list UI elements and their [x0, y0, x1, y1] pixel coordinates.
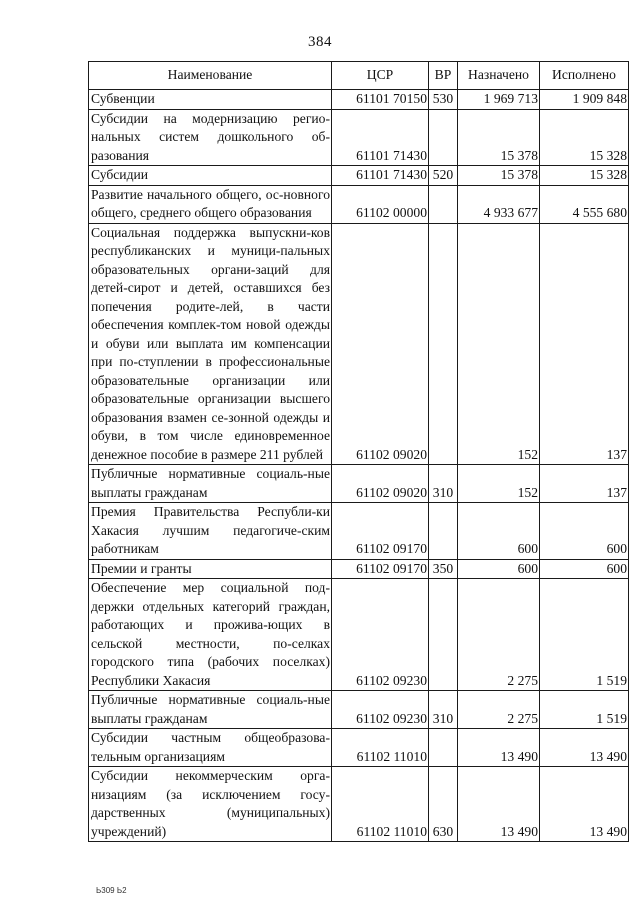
row-planned-cell: 13 490 [458, 767, 540, 842]
row-executed-cell: 600 [540, 559, 629, 579]
row-csr-cell: 61102 09170 [332, 503, 429, 560]
row-vr-cell [429, 579, 458, 691]
row-name-cell: Обеспечение мер социальной под-держки отдельных категорий граждан, работающих и прожива-ющих в сельской местности, по-селках городского типа (рабочих поселках) Республики Хакасия [89, 579, 332, 691]
page-number: 384 [308, 34, 332, 50]
table-row [89, 465, 629, 503]
row-planned-cell: 2 275 [458, 579, 540, 691]
row-executed-cell: 600 [540, 503, 629, 560]
row-executed-cell: 137 [540, 223, 629, 465]
row-csr-cell: 61102 09170 [332, 559, 429, 579]
row-vr-cell: 310 [429, 465, 458, 503]
row-name-cell: Премия Правительства Республи-ки Хакасия лучшим педагогиче-ским работникам [89, 503, 332, 560]
row-executed-cell: 4 555 680 [540, 185, 629, 223]
header-name: Наименование [89, 62, 332, 90]
row-vr-cell: 310 [429, 691, 458, 729]
header-executed: Исполнено [540, 62, 629, 90]
header-csr: ЦСР [332, 62, 429, 90]
row-executed-cell: 1 519 [540, 691, 629, 729]
table-row [89, 559, 629, 579]
row-planned-cell: 600 [458, 559, 540, 579]
row-name-cell: Премии и гранты [89, 559, 332, 579]
row-planned-cell: 13 490 [458, 729, 540, 767]
table-row [89, 503, 629, 560]
row-csr-cell: 61102 09230 [332, 691, 429, 729]
row-csr-cell: 61102 09020 [332, 223, 429, 465]
header-planned: Назначено [458, 62, 540, 90]
row-vr-cell: 350 [429, 559, 458, 579]
table-row [89, 691, 629, 729]
table-row [89, 729, 629, 767]
row-vr-cell [429, 109, 458, 166]
row-executed-cell: 1 909 848 [540, 90, 629, 110]
row-planned-cell: 4 933 677 [458, 185, 540, 223]
row-name-cell: Социальная поддержка выпускни-ков республиканских и муници-пальных образовательных органи-заций для детей-сирот и детей, оставшихся без попечения родите-лей, в части обеспечения комплек-том новой одежды и обуви или выплата им компенсации при по-ступлении в профессиональные образовательные организации или образовательные организации высшего образования взамен се-зонной одежды и обуви, в том числе единовременное денежное пособие в размере 211 рублей [89, 223, 332, 465]
table-row [89, 90, 629, 110]
row-executed-cell: 137 [540, 465, 629, 503]
row-csr-cell: 61102 11010 [332, 767, 429, 842]
table-row [89, 166, 629, 186]
row-csr-cell: 61101 70150 [332, 90, 429, 110]
row-name-cell: Субсидии [89, 166, 332, 186]
row-vr-cell [429, 729, 458, 767]
table-row [89, 223, 629, 465]
row-planned-cell: 15 378 [458, 166, 540, 186]
row-planned-cell: 15 378 [458, 109, 540, 166]
row-planned-cell: 600 [458, 503, 540, 560]
row-executed-cell: 13 490 [540, 729, 629, 767]
row-csr-cell: 61102 09020 [332, 465, 429, 503]
row-executed-cell: 13 490 [540, 767, 629, 842]
table-row [89, 579, 629, 691]
row-executed-cell: 15 328 [540, 166, 629, 186]
row-name-cell: Субвенции [89, 90, 332, 110]
row-name-cell: Субсидии частным общеобразова-тельным организациям [89, 729, 332, 767]
row-planned-cell: 2 275 [458, 691, 540, 729]
footer-mark: Ь309 Ь2 [96, 886, 127, 895]
row-vr-cell: 630 [429, 767, 458, 842]
row-csr-cell: 61101 71430 [332, 166, 429, 186]
header-vr: ВР [429, 62, 458, 90]
row-name-cell: Субсидии на модернизацию регио-нальных систем дошкольного об-разования [89, 109, 332, 166]
row-name-cell: Публичные нормативные социаль-ные выплаты гражданам [89, 691, 332, 729]
header-row [89, 62, 629, 90]
row-name-cell: Публичные нормативные социаль-ные выплаты гражданам [89, 465, 332, 503]
row-name-cell: Развитие начального общего, ос-новного общего, среднего общего образования [89, 185, 332, 223]
row-planned-cell: 152 [458, 223, 540, 465]
row-planned-cell: 1 969 713 [458, 90, 540, 110]
row-executed-cell: 1 519 [540, 579, 629, 691]
table-row [89, 767, 629, 842]
row-executed-cell: 15 328 [540, 109, 629, 166]
row-csr-cell: 61102 00000 [332, 185, 429, 223]
row-csr-cell: 61101 71430 [332, 109, 429, 166]
row-vr-cell [429, 503, 458, 560]
budget-table [88, 61, 629, 842]
row-vr-cell [429, 185, 458, 223]
table-row [89, 109, 629, 166]
row-csr-cell: 61102 09230 [332, 579, 429, 691]
row-name-cell: Субсидии некоммерческим орга-низациям (за исключением госу-дарственных (муниципальных) учреждений) [89, 767, 332, 842]
row-vr-cell: 530 [429, 90, 458, 110]
row-vr-cell: 520 [429, 166, 458, 186]
row-csr-cell: 61102 11010 [332, 729, 429, 767]
table-body [89, 90, 629, 842]
row-planned-cell: 152 [458, 465, 540, 503]
row-vr-cell [429, 223, 458, 465]
table-header [89, 62, 629, 90]
table-row [89, 185, 629, 223]
